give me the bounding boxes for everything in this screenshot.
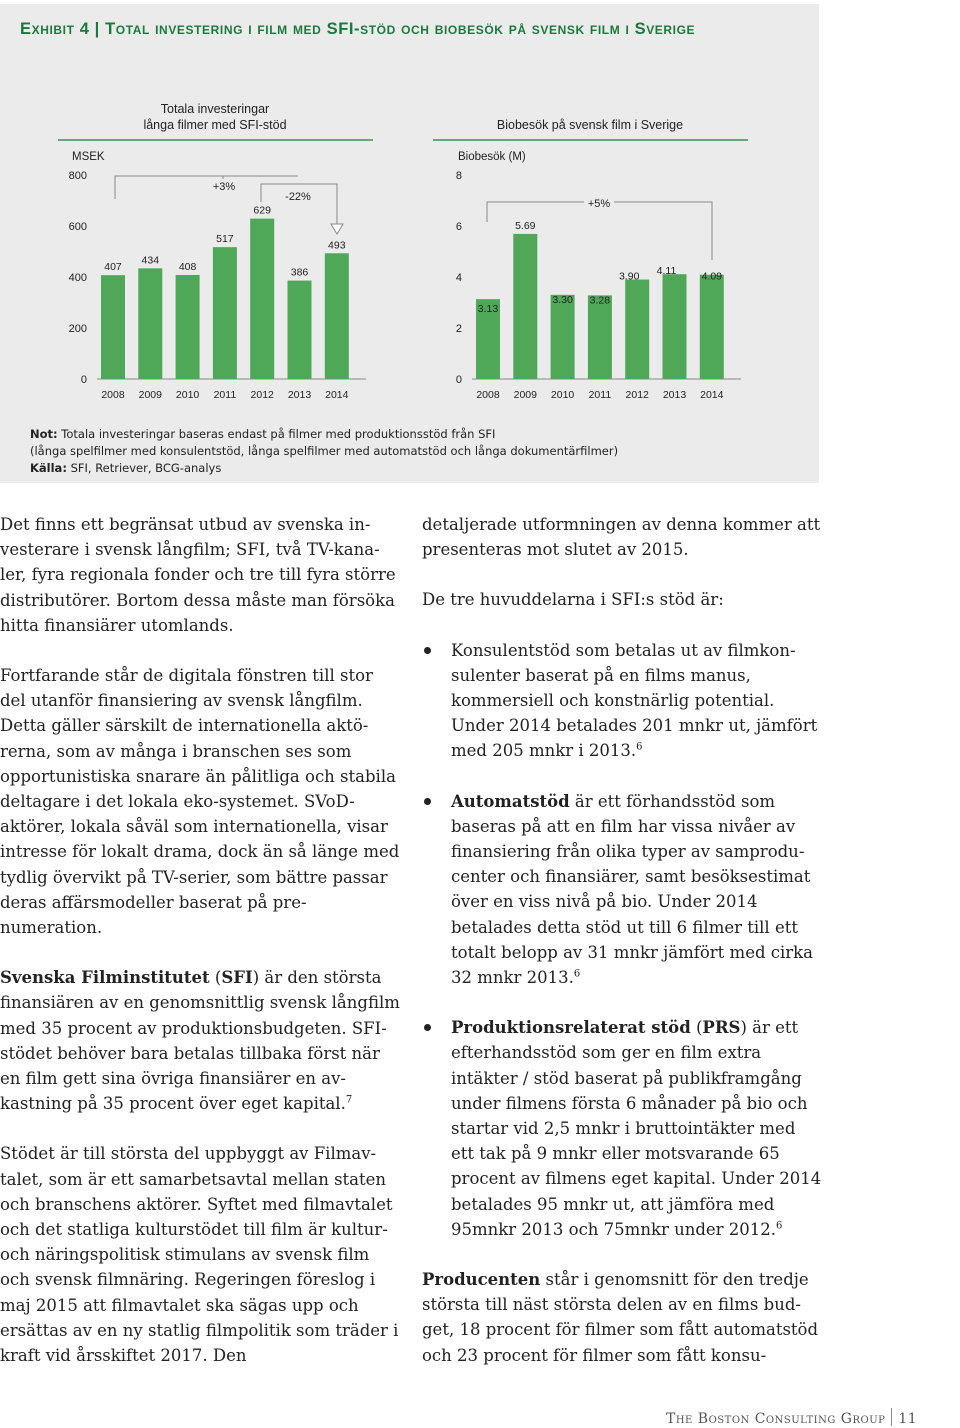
exhibit-panel <box>0 4 819 483</box>
page-number: 11 <box>898 1411 918 1427</box>
chart2-category-label: 2013 <box>662 389 687 401</box>
footer-company: The Boston Consulting Group <box>666 1411 886 1427</box>
list-item <box>422 1015 822 1242</box>
source-text: SFI, Retriever, BCG-analys <box>70 461 222 475</box>
right-paragraph-2: De tre huvuddelarna i SFI:s stöd är: <box>422 590 724 610</box>
chart2-bar <box>700 275 724 379</box>
chart2-annotation: +5% <box>587 198 611 210</box>
bullet-icon <box>424 647 431 654</box>
chart1-category-label: 2011 <box>213 389 237 401</box>
right-paragraph-3 <box>422 1267 822 1368</box>
chart1-value-label: 386 <box>290 266 309 279</box>
bullet-icon <box>424 798 431 805</box>
chart1-category-label: 2009 <box>138 389 162 401</box>
chart2-ytick-label: 2 <box>455 323 462 335</box>
chart2-value-label: 3.28 <box>589 294 611 307</box>
chart1-value-label: 517 <box>216 233 234 246</box>
chart1-bar <box>250 219 274 379</box>
chart1-bar <box>325 253 349 379</box>
chart1-bar <box>101 275 125 379</box>
text-fragment: ( <box>209 968 222 988</box>
left-paragraph-1: Det finns ett begränsat utbud av svenska investerare i svensk långfilm; SFI, två TV-kanaler, fyra regionala fonder och tre till fyra större distributörer. Bortom dessa måste man försöka hitta finansiärer utomlands. <box>0 515 396 635</box>
chart1-ytick-label: 800 <box>68 170 87 182</box>
chart1-category-label: 2014 <box>325 389 349 401</box>
chart2-value-label: 3.90 <box>618 270 640 283</box>
chart2-value-label: 5.69 <box>515 219 536 232</box>
source-label: Källa: <box>30 461 67 475</box>
chart1-annotation-1: +3% <box>212 181 236 193</box>
chart1-bar <box>288 281 312 379</box>
chart1-category-label: 2012 <box>250 389 274 401</box>
footnote-ref: 6 <box>636 741 643 753</box>
chart1-ylabel: MSEK <box>72 151 105 163</box>
chart1-value-label: 434 <box>141 254 160 267</box>
chart1-category-label: 2010 <box>175 389 200 401</box>
chart2-category-label: 2014 <box>700 389 724 401</box>
chart1-ytick-label: 200 <box>68 323 87 335</box>
chart1-value-label: 407 <box>104 261 122 274</box>
page-footer <box>666 1408 917 1427</box>
chart1-bar <box>213 247 237 379</box>
chart1-value-label: 629 <box>253 204 271 217</box>
right-paragraph-1: detaljerade utformningen av denna kommer att presenteras mot slutet av 2015. <box>422 515 821 560</box>
chart1-title-line2: långa filmer med SFI-stöd <box>143 118 287 132</box>
exhibit-title: Exhibit 4 | Total investering i film med SFI-stöd och biobesök på svensk film i Sverige <box>20 20 696 38</box>
text-fragment: ( <box>690 1018 703 1038</box>
bullet-2-term: Automatstöd <box>451 791 570 811</box>
bullet-1-text: Konsulentstöd som betalas ut av filmkonsulenter baserat på en films manus, kommersiell och konstnärlig potential. Under 2014 betalades 201 mnkr ut, jämfört med 205 mnkr i 2013. <box>451 640 818 761</box>
chart2-value-label: 3.13 <box>477 303 499 316</box>
exhibit-note <box>30 426 618 477</box>
chart1-plot <box>69 170 366 401</box>
chart1-bar <box>176 275 200 379</box>
bullet-2-text: är ett förhandsstöd som baseras på att en film har vissa nivåer av finansiering från olika typer av samproducenter och finansiärer, samt besöksestimat över en viss nivå på bio. Under 2014 betalades detta stöd ut till 6 filmer till ett totalt belopp av 31 mnkr jämfört med cirka 32 mnkr 2013. <box>451 791 814 988</box>
chart2-category-label: 2012 <box>625 389 649 401</box>
charts-area <box>0 94 819 414</box>
footer-divider <box>891 1408 892 1426</box>
chart1-value-label: 493 <box>328 239 346 252</box>
note-line2: (långa spelfilmer med konsulentstöd, långa spelfilmer med automatstöd och långa dokumentärfilmer) <box>30 444 619 458</box>
left-column <box>0 512 400 1393</box>
chart1-ytick-label: 600 <box>68 221 87 233</box>
chart2-ytick-label: 0 <box>455 374 462 386</box>
bullet-icon <box>424 1024 431 1031</box>
chart2-category-label: 2010 <box>550 389 575 401</box>
chart2-title: Biobesök på svensk film i Sverige <box>496 118 684 132</box>
bullet-3-abbr: PRS <box>702 1018 741 1038</box>
chart1-trend-arrow <box>331 224 343 234</box>
chart2-bar <box>663 274 687 379</box>
chart2-ytick-label: 6 <box>455 221 462 233</box>
chart2-ylabel: Biobesök (M) <box>458 151 526 163</box>
list-item <box>422 789 822 991</box>
sfi-abbr: SFI <box>221 968 253 988</box>
chart1-title-line1: Totala investeringar <box>160 102 270 116</box>
left-paragraph-3 <box>0 965 400 1116</box>
chart1-ytick-label: 400 <box>68 272 87 284</box>
chart2-ytick-label: 8 <box>455 170 462 182</box>
note-label: Not: <box>30 427 58 441</box>
footnote-ref: 6 <box>776 1220 783 1232</box>
chart2-bar <box>513 234 537 379</box>
chart2-ytick-label: 4 <box>455 272 462 284</box>
chart2-value-label: 3.30 <box>552 293 573 306</box>
chart1-bar <box>138 268 162 379</box>
note-text: Totala investeringar baseras endast på filmer med produktionsstöd från SFI <box>61 427 496 441</box>
sfi-name: Svenska Filminstitutet <box>0 968 210 988</box>
right-paragraph-3-text: står i genomsnitt för den tredje största till näst största delen av en films budget, 18 procent för filmer som fått automatstöd och 23 procent för filmer som fått konsu- <box>422 1270 819 1365</box>
chart2-bar <box>588 295 612 379</box>
left-paragraph-3-text: ) är den största finansiären av en genomsnittlig svensk långfilm med 35 procent av produktionsbudgeten. SFI-stödet behöver bara betalas tillbaka först när en film gett sina övriga finansiärer en avkastning på 35 procent över eget kapital. <box>0 968 400 1114</box>
right-column <box>422 512 822 1393</box>
chart2-value-label: 4.09 <box>701 270 723 283</box>
chart2-value-label: 4.11 <box>656 265 677 278</box>
chart2-category-label: 2008 <box>476 389 500 401</box>
list-item <box>422 638 822 764</box>
chart1-category-label: 2013 <box>287 389 312 401</box>
chart2-category-label: 2011 <box>588 389 612 401</box>
chart2-bar <box>551 295 575 379</box>
chart1-trend-line-1 <box>115 176 298 199</box>
left-paragraph-2: Fortfarande står de digitala fönstren till stor del utanför finansiering av svensk långfilm. Detta gäller särskilt de internationella aktörerna, som av många i branschen ses som opportunistiska snarare än pålitliga och stabila deltagare i det lokala eko-systemet. SVoD-aktörer, lokala såväl som internationella, visar intresse för lokalt drama, dock än så länge med tydlig övervikt på TV-serier, som bättre passar deras affärsmodeller baserat på prenumeration. <box>0 666 400 938</box>
support-list <box>422 638 822 1242</box>
chart1-category-label: 2008 <box>101 389 125 401</box>
producer-term: Producenten <box>422 1270 541 1290</box>
chart1-annotation-2: -22% <box>285 191 311 203</box>
chart2-category-label: 2009 <box>513 389 537 401</box>
footnote-ref: 7 <box>345 1094 353 1106</box>
bullet-3-term: Produktionsrelaterat stöd <box>451 1018 691 1038</box>
chart2-bar <box>625 280 649 379</box>
left-paragraph-4: Stödet är till största del uppbyggt av Filmavtalet, som är ett samarbetsavtal mellan staten och branschens aktörer. Syftet med filmavtalet och det statliga kulturstödet till film är kultur- och näringspolitisk stimulans av svensk film och svensk filmnäring. Regeringen föreslog i maj 2015 att filmavtalet ska sägas upp och ersättas av en ny statlig filmpolitik som träder i kraft vid årsskiftet 2017. Den <box>0 1144 399 1366</box>
chart1-value-label: 408 <box>178 260 197 273</box>
chart1-ytick-label: 0 <box>80 374 87 386</box>
footnote-ref: 6 <box>573 968 581 980</box>
bullet-3-text: ) är ett efterhandsstöd som ger en film extra intäkter / stöd baserat på publikframgång under filmens första 6 månader på bio och startar vid 2,5 mnkr i bruttointäkter med ett tak på 9 mnkr eller motsvarande 65 procent av filmens eget kapital. Under 2014 betalades 95 mnkr ut, att jämföra med 95mnkr 2013 och 75mnkr under 2012. <box>451 1018 822 1239</box>
